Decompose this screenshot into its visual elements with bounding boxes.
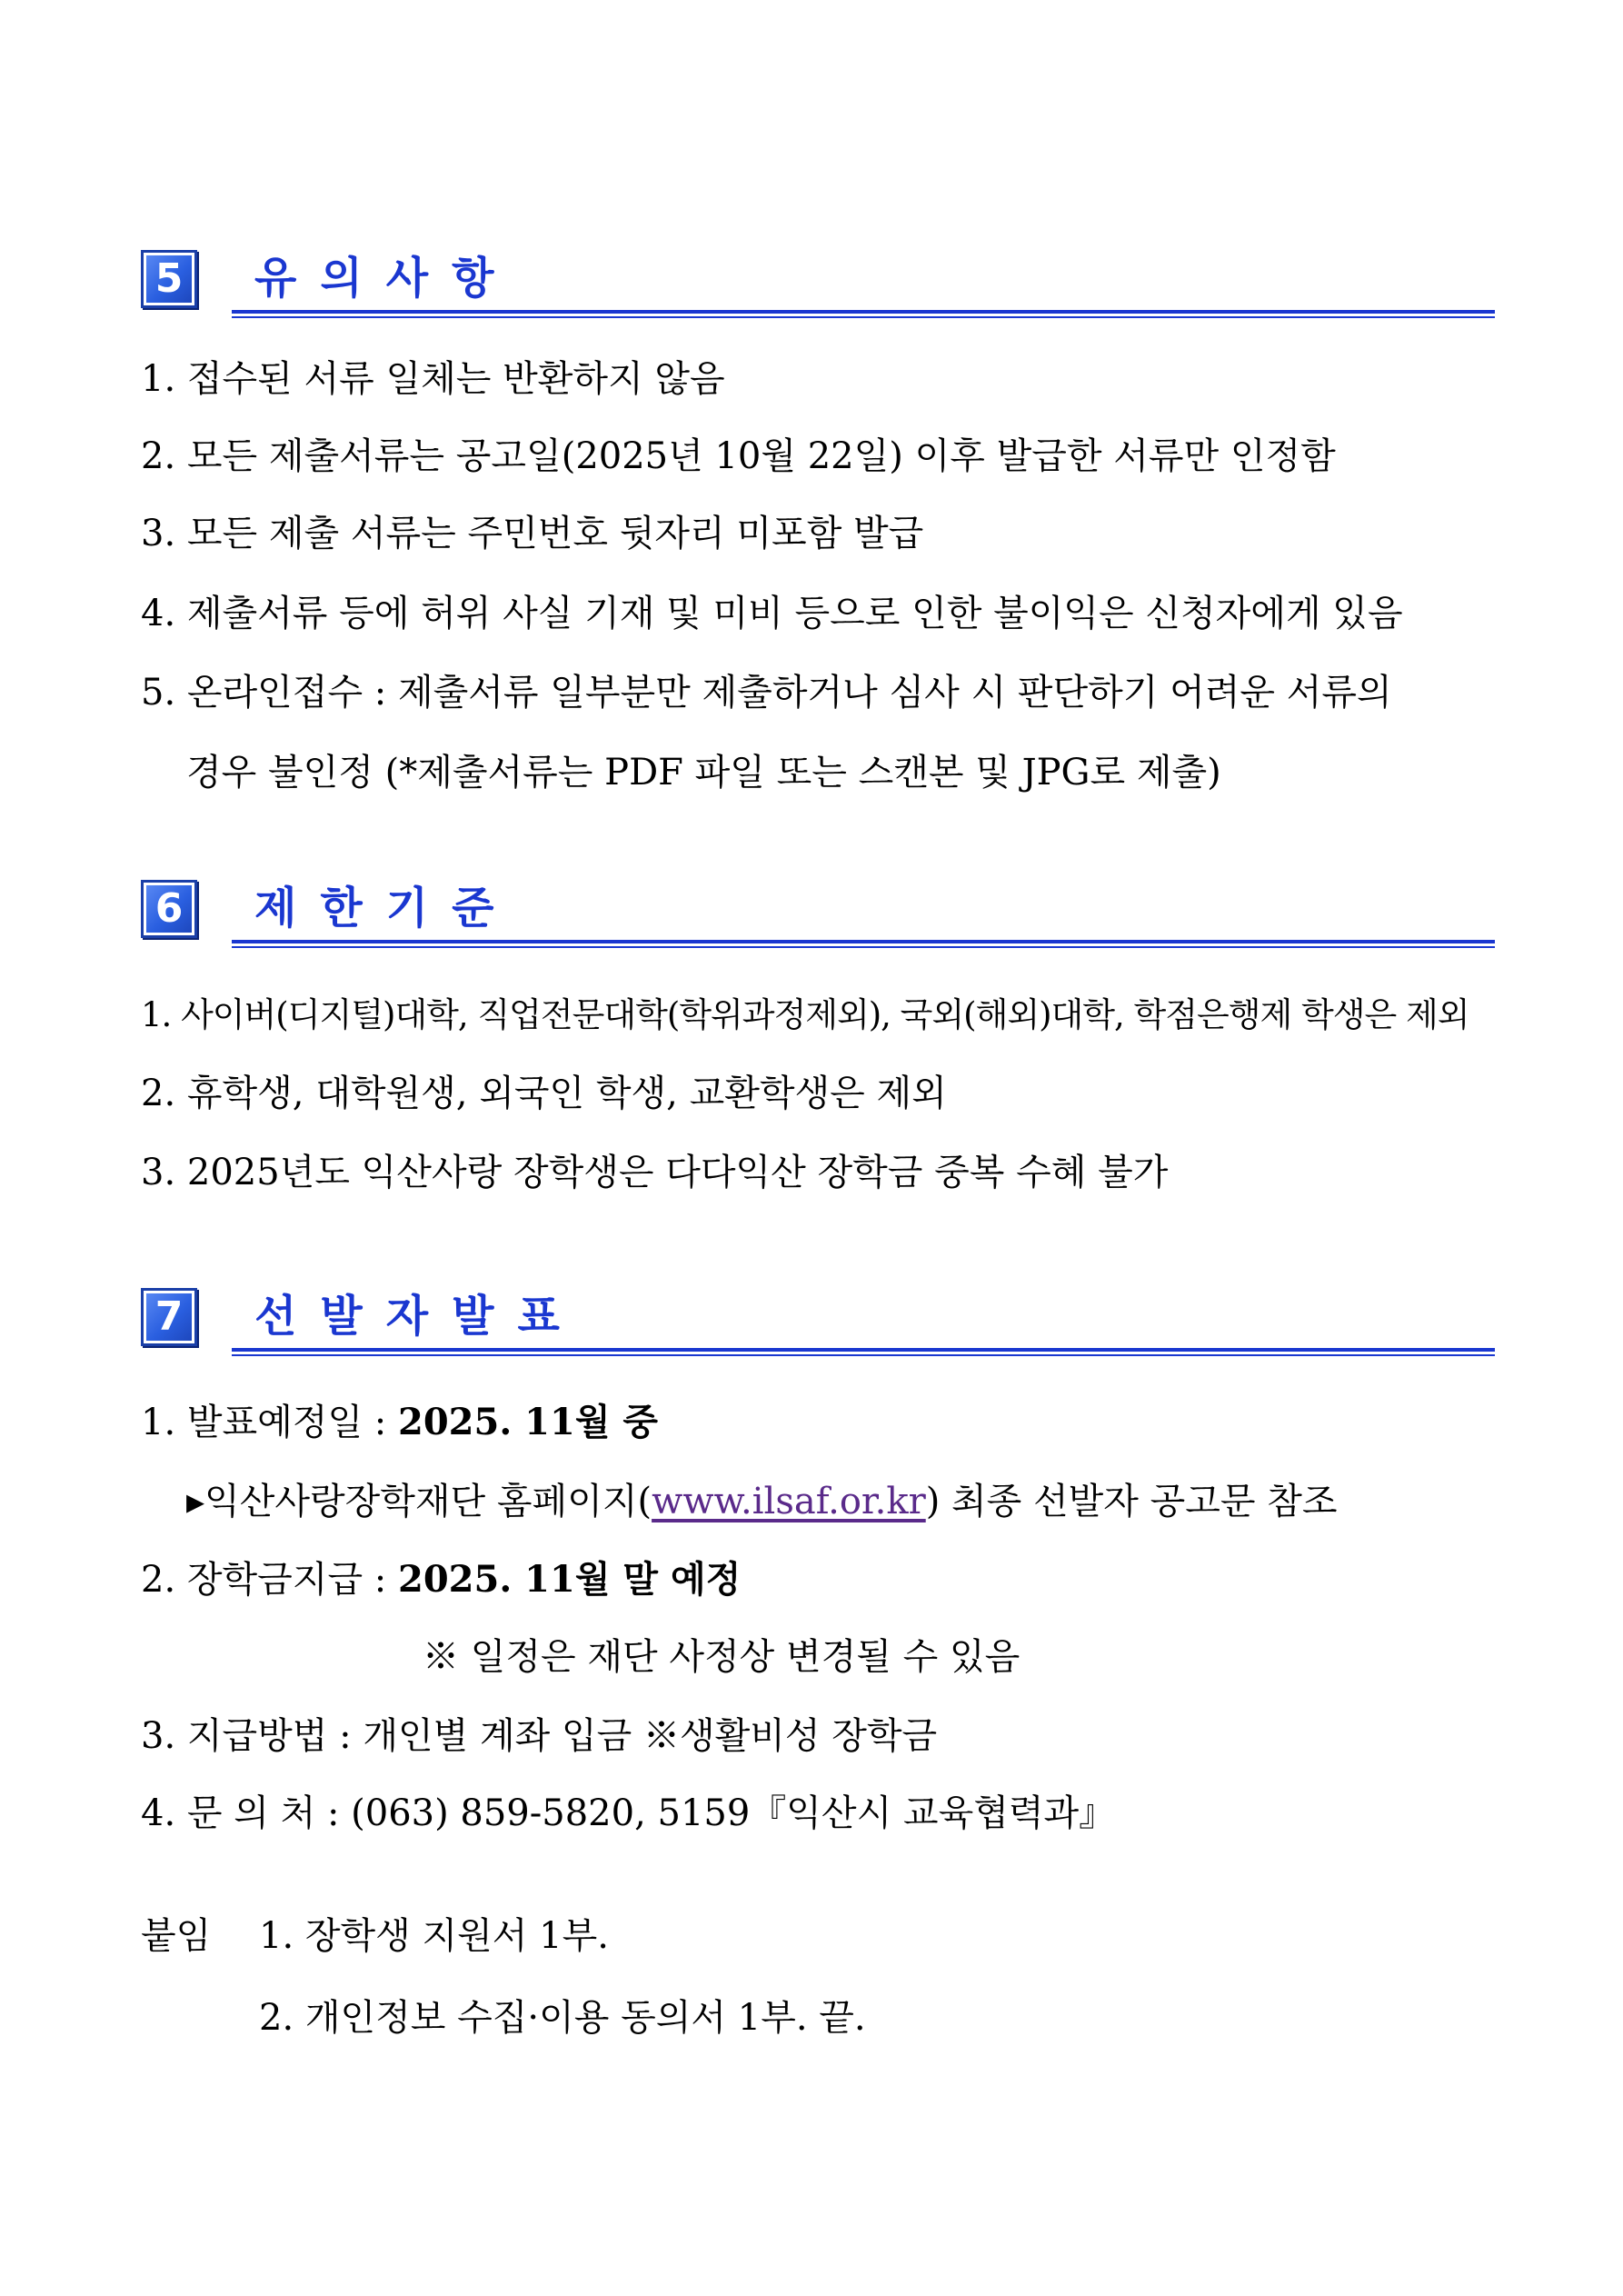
title-underline — [232, 310, 1495, 314]
payment-date-value: 2025. 11월 말 예정 — [398, 1558, 742, 1601]
title-underline-thin — [232, 1354, 1495, 1356]
section-5-header — [141, 250, 1495, 323]
list-item: 1. 접수된 서류 일체는 반환하지 않음 — [141, 358, 725, 400]
list-item: 3. 모든 제출 서류는 주민번호 뒷자리 미포함 발급 — [141, 513, 924, 554]
list-item: 1. 사이버(디지털)대학, 직업전문대학(학위과정제외), 국외(해외)대학, 학점은행제 학생은 제외 — [141, 995, 1469, 1034]
item-label: 2. 장학금지급 : — [141, 1559, 398, 1601]
list-item: 2. 모든 제출서류는 공고일(2025년 10월 22일) 이후 발급한 서류만 인정함 — [141, 435, 1336, 477]
announcement-date-value: 2025. 11월 중 — [398, 1401, 659, 1443]
list-item-contact: 4. 문 의 처 : (063) 859-5820, 5159『익산시 교육협력과』 — [141, 1792, 1116, 1834]
section-6-header — [141, 880, 1495, 953]
reference-prefix: ▸익산사랑장학재단 홈페이지( — [186, 1481, 652, 1522]
section-number-badge: 5 — [141, 250, 197, 308]
list-item: 3. 지급방법 : 개인별 계좌 입금 ※생활비성 장학금 — [141, 1715, 938, 1757]
list-item-payment — [141, 1557, 741, 1602]
attachment-item: 2. 개인정보 수집·이용 동의서 1부. 끝. — [259, 1997, 866, 2039]
title-underline-thin — [232, 946, 1495, 948]
title-underline-thin — [232, 316, 1495, 318]
section-number-badge: 6 — [141, 880, 197, 938]
homepage-reference — [186, 1479, 1338, 1524]
section-title: 유의사항 — [254, 253, 518, 304]
reference-suffix: ) 최종 선발자 공고문 참조 — [925, 1481, 1338, 1522]
list-item: 4. 제출서류 등에 허위 사실 기재 및 미비 등으로 인한 불이익은 신청자에게 있음 — [141, 593, 1403, 634]
schedule-note: ※ 일정은 재단 사정상 변경될 수 있음 — [423, 1636, 1021, 1678]
section-title: 선발자발표 — [254, 1291, 583, 1342]
list-item-continuation: 경우 불인정 (*제출서류는 PDF 파일 또는 스캔본 및 JPG로 제출) — [186, 752, 1221, 794]
list-item: 5. 온라인접수 : 제출서류 일부분만 제출하거나 심사 시 판단하기 어려운 서류의 — [141, 672, 1392, 714]
section-title: 제한기준 — [254, 883, 518, 933]
list-item-announcement-date — [141, 1400, 658, 1445]
attachment-item: 1. 장학생 지원서 1부. — [259, 1915, 609, 1957]
homepage-link[interactable]: www.ilsaf.or.kr — [652, 1481, 926, 1522]
section-number-badge: 7 — [141, 1288, 197, 1346]
title-underline — [232, 1348, 1495, 1352]
section-7-header — [141, 1288, 1495, 1361]
list-item: 3. 2025년도 익산사랑 장학생은 다다익산 장학금 중복 수혜 불가 — [141, 1152, 1169, 1193]
title-underline — [232, 940, 1495, 943]
list-item: 2. 휴학생, 대학원생, 외국인 학생, 교환학생은 제외 — [141, 1073, 947, 1114]
item-label: 1. 발표예정일 : — [141, 1402, 398, 1443]
attachments-label: 붙임 — [141, 1915, 212, 1957]
